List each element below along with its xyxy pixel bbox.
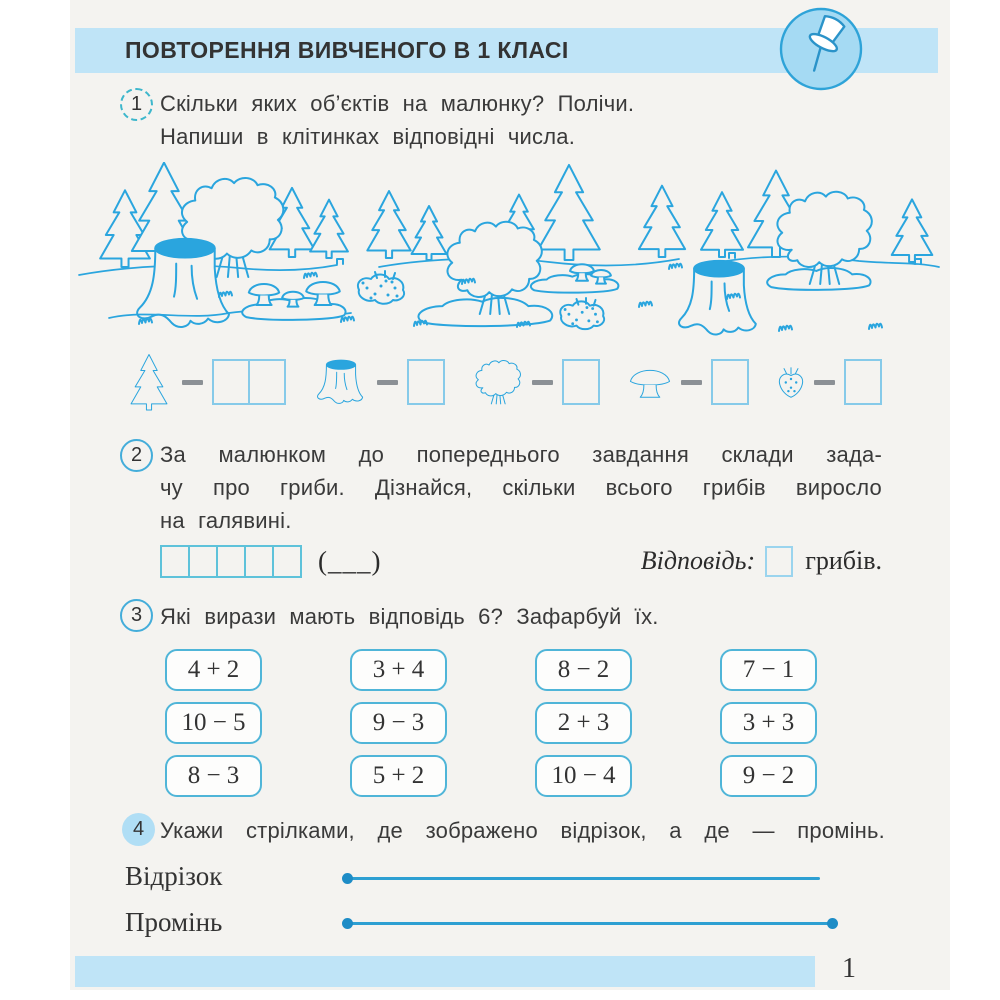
task-1-line-1: Скільки яких об’єктів на малюнку? Полічи. <box>160 91 635 116</box>
bush-icon <box>473 357 523 407</box>
endpoint-dot <box>827 918 838 929</box>
expression-box[interactable]: 4 + 2 <box>165 649 262 691</box>
forest-illustration <box>78 162 940 355</box>
answer-group <box>641 546 882 577</box>
expression-box[interactable]: 10 − 4 <box>535 755 632 797</box>
task-2-line-1: За малюнком до попереднього завдання склади зада- <box>160 442 882 467</box>
solution-cell[interactable] <box>216 545 246 578</box>
answer-unit: грибів. <box>805 546 882 575</box>
solution-cell[interactable] <box>160 545 190 578</box>
task-2-line-2: чу про гриби. Дізнайся, скільки всього грибів виросло <box>160 475 882 500</box>
ray-label[interactable]: Промінь <box>125 907 223 937</box>
endpoint-dot <box>342 873 353 884</box>
expression-box[interactable]: 2 + 3 <box>535 702 632 744</box>
ray-line[interactable] <box>345 877 820 880</box>
expression-box[interactable]: 8 − 2 <box>535 649 632 691</box>
count-group-bush <box>473 357 600 407</box>
task-1-text <box>160 87 882 153</box>
dash <box>532 380 553 385</box>
answer-box[interactable] <box>765 546 793 577</box>
expression-box[interactable]: 3 + 3 <box>720 702 817 744</box>
segment-label[interactable]: Відрізок <box>125 861 223 891</box>
solution-cell[interactable] <box>244 545 274 578</box>
task-4-line-1: Укажи стрілками, де зображено відрізок, а де — промінь. <box>160 818 885 843</box>
parentheses-blank[interactable]: (___) <box>318 545 382 576</box>
count-group-fir <box>125 353 286 411</box>
footer-bar <box>75 956 815 987</box>
task-2-number: 2 <box>120 439 153 472</box>
answer-label: Відповідь: <box>640 546 756 575</box>
endpoint-dot <box>342 918 353 929</box>
fir-tree-icon <box>125 353 173 411</box>
expression-box[interactable]: 10 − 5 <box>165 702 262 744</box>
count-group-mushroom <box>628 359 749 405</box>
page-title: ПОВТОРЕННЯ ВИВЧЕНОГО В 1 КЛАСІ <box>125 37 569 63</box>
expression-box[interactable]: 5 + 2 <box>350 755 447 797</box>
segment-line[interactable] <box>345 922 835 925</box>
expression-box[interactable]: 8 − 3 <box>165 755 262 797</box>
task-1-line-2: Напиши в клітинках відповідні числа. <box>160 124 576 149</box>
count-box-fir-ones[interactable] <box>248 359 286 405</box>
task-2-text <box>160 438 882 537</box>
task-2-answer-row <box>160 541 882 581</box>
task-3-number: 3 <box>120 599 153 632</box>
expression-grid <box>165 649 817 797</box>
strawberry-icon <box>777 366 805 399</box>
task-1-number: 1 <box>120 88 153 121</box>
count-box-bush[interactable] <box>562 359 600 405</box>
count-group-stump <box>314 357 445 407</box>
count-group-strawberry <box>777 359 882 405</box>
count-box-fir-tens[interactable] <box>212 359 250 405</box>
solution-cell[interactable] <box>272 545 302 578</box>
expression-box[interactable]: 7 − 1 <box>720 649 817 691</box>
count-answer-row <box>125 352 882 412</box>
task-2-line-3: на галявині. <box>160 508 292 533</box>
expression-box[interactable]: 9 − 3 <box>350 702 447 744</box>
expression-box[interactable]: 9 − 2 <box>720 755 817 797</box>
task-4-number: 4 <box>122 813 155 846</box>
solution-cell[interactable] <box>188 545 218 578</box>
dash <box>377 380 398 385</box>
count-box-mushroom[interactable] <box>711 359 749 405</box>
count-box-strawberry[interactable] <box>844 359 882 405</box>
dash <box>681 380 702 385</box>
count-box-stump[interactable] <box>407 359 445 405</box>
stump-icon <box>314 357 368 407</box>
dash <box>814 380 835 385</box>
task-3-line-1: Які вирази мають відповідь 6? Зафарбуй їх. <box>160 604 659 629</box>
dash <box>182 380 203 385</box>
pushpin-icon <box>777 5 865 93</box>
task-3-text <box>160 600 882 633</box>
expression-box[interactable]: 3 + 4 <box>350 649 447 691</box>
task-4-text <box>160 814 885 847</box>
mushroom-icon <box>628 364 672 400</box>
page-number: 1 <box>842 953 856 984</box>
